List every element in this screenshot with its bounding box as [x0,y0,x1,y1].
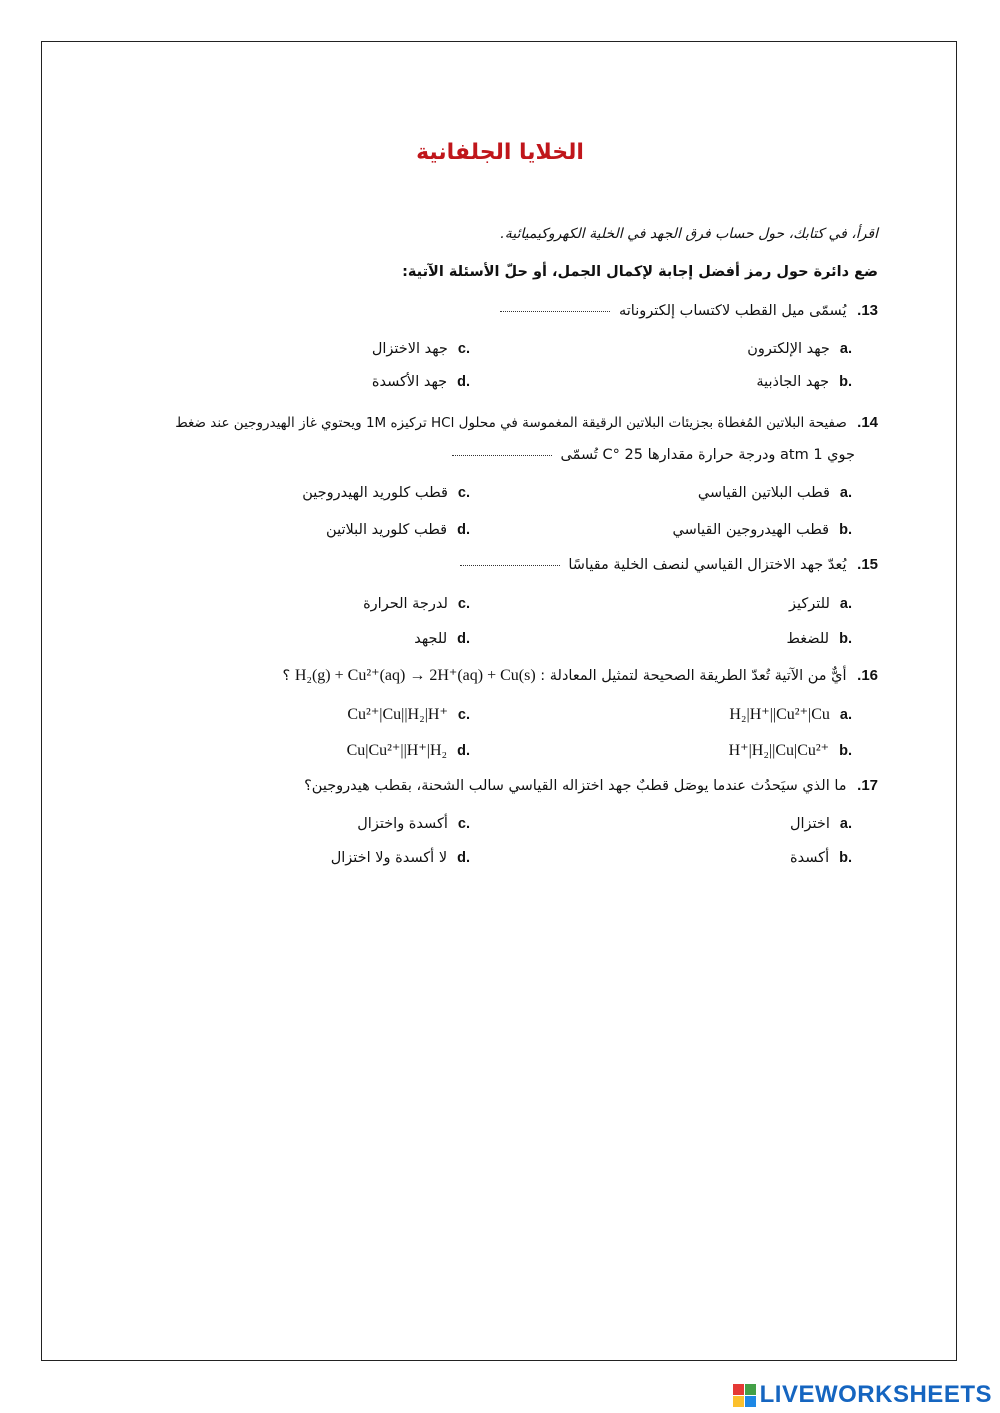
question-number: 16. [857,667,878,684]
option-a[interactable]: .aH₂|H⁺||Cu²⁺|Cu [729,706,852,723]
option-a[interactable]: .aقطب البلاتين القياسي [697,485,852,501]
option-d[interactable]: .dقطب كلوريد البلاتين [326,522,470,538]
option-d[interactable]: .dجهد الأكسدة [371,374,470,390]
option-b[interactable]: .bأكسدة [790,850,852,866]
liveworksheets-logo[interactable] [733,1380,992,1410]
option-c[interactable]: .cجهد الاختزال [371,341,470,357]
option-c[interactable]: .cCu²⁺|Cu||H₂|H⁺ [347,706,470,723]
option-d[interactable]: .dCu|Cu²⁺||H⁺|H₂ [346,742,470,759]
question-text: ما الذي سيَحدُث عندما يوصَل قطبٌ جهد اختزاله القياسي سالب الشحنة، بقطب هيدروجين؟ [304,778,847,794]
reaction-equation: H₂(g) + Cu²⁺(aq) → 2H⁺(aq) + Cu(s) [294,667,536,684]
question-number: 14. [857,414,878,431]
option-b[interactable]: .bقطب الهيدروجين القياسي [672,522,852,538]
option-b[interactable]: .bH⁺|H₂||Cu|Cu²⁺ [728,742,852,759]
logo-square [745,1396,756,1407]
option-a[interactable]: .aجهد الإلكترون [747,341,852,357]
question-14 [175,414,878,431]
question-number: 17. [857,777,878,794]
option-c[interactable]: .cقطب كلوريد الهيدروجين [302,485,470,501]
question-text: يُعدّ جهد الاختزال القياسي لنصف الخلية مقياسًا [568,557,847,573]
question-16 [283,665,878,685]
option-c[interactable]: .cلدرجة الحرارة [363,596,470,612]
logo-square [733,1396,744,1407]
option-b[interactable]: .bللضغط [786,631,852,647]
answer-blank[interactable] [500,311,610,312]
question-text: أيٌّ من الآتية تُعدّ الطريقة الصحيحة لتمثيل المعادلة : [540,668,847,684]
option-a[interactable]: .aللتركيز [789,596,852,612]
logo-square [733,1384,744,1395]
option-d[interactable]: .dلا أكسدة ولا اختزال [330,850,470,866]
logo-text: LIVEWORKSHEETS [759,1381,992,1408]
question-end: ؟ [282,668,291,684]
question-number: 13. [857,302,878,319]
logo-squares-icon [733,1384,756,1407]
instruction-text: ضع دائرة حول رمز أفضل إجابة لإكمال الجمل، أو حلّ الأسئلة الآتية: [402,264,878,280]
question-text-line1: صفيحة البلاتين المُغطاة بجزيئات البلاتين الرقيقة المغموسة في محلول HCl تركيزه 1M ويحتوي غاز الهيدروجين عند ضغط [175,415,847,431]
answer-blank[interactable] [460,565,560,566]
question-14-line2 [452,447,855,463]
question-13 [500,302,878,319]
logo-square [745,1384,756,1395]
option-c[interactable]: .cأكسدة واختزال [357,816,470,832]
answer-blank[interactable] [452,455,552,456]
question-text: يُسمّى ميل القطب لاكتساب إلكتروناته [618,303,847,319]
option-d[interactable]: .dللجهد [414,631,470,647]
intro-text: اقرأ، في كتابك، حول حساب فرق الجهد في الخلية الكهروكيميائية. [500,226,878,242]
option-b[interactable]: .bجهد الجاذبية [756,374,852,390]
page-title: الخلايا الجلفانية [416,140,584,165]
question-text-line2: جوي 1 atm ودرجة حرارة مقدارها 25 °C تُسمّى [560,447,855,463]
question-15 [460,556,878,573]
question-17 [304,777,878,794]
option-a[interactable]: .aاختزال [789,816,852,832]
question-number: 15. [857,556,878,573]
